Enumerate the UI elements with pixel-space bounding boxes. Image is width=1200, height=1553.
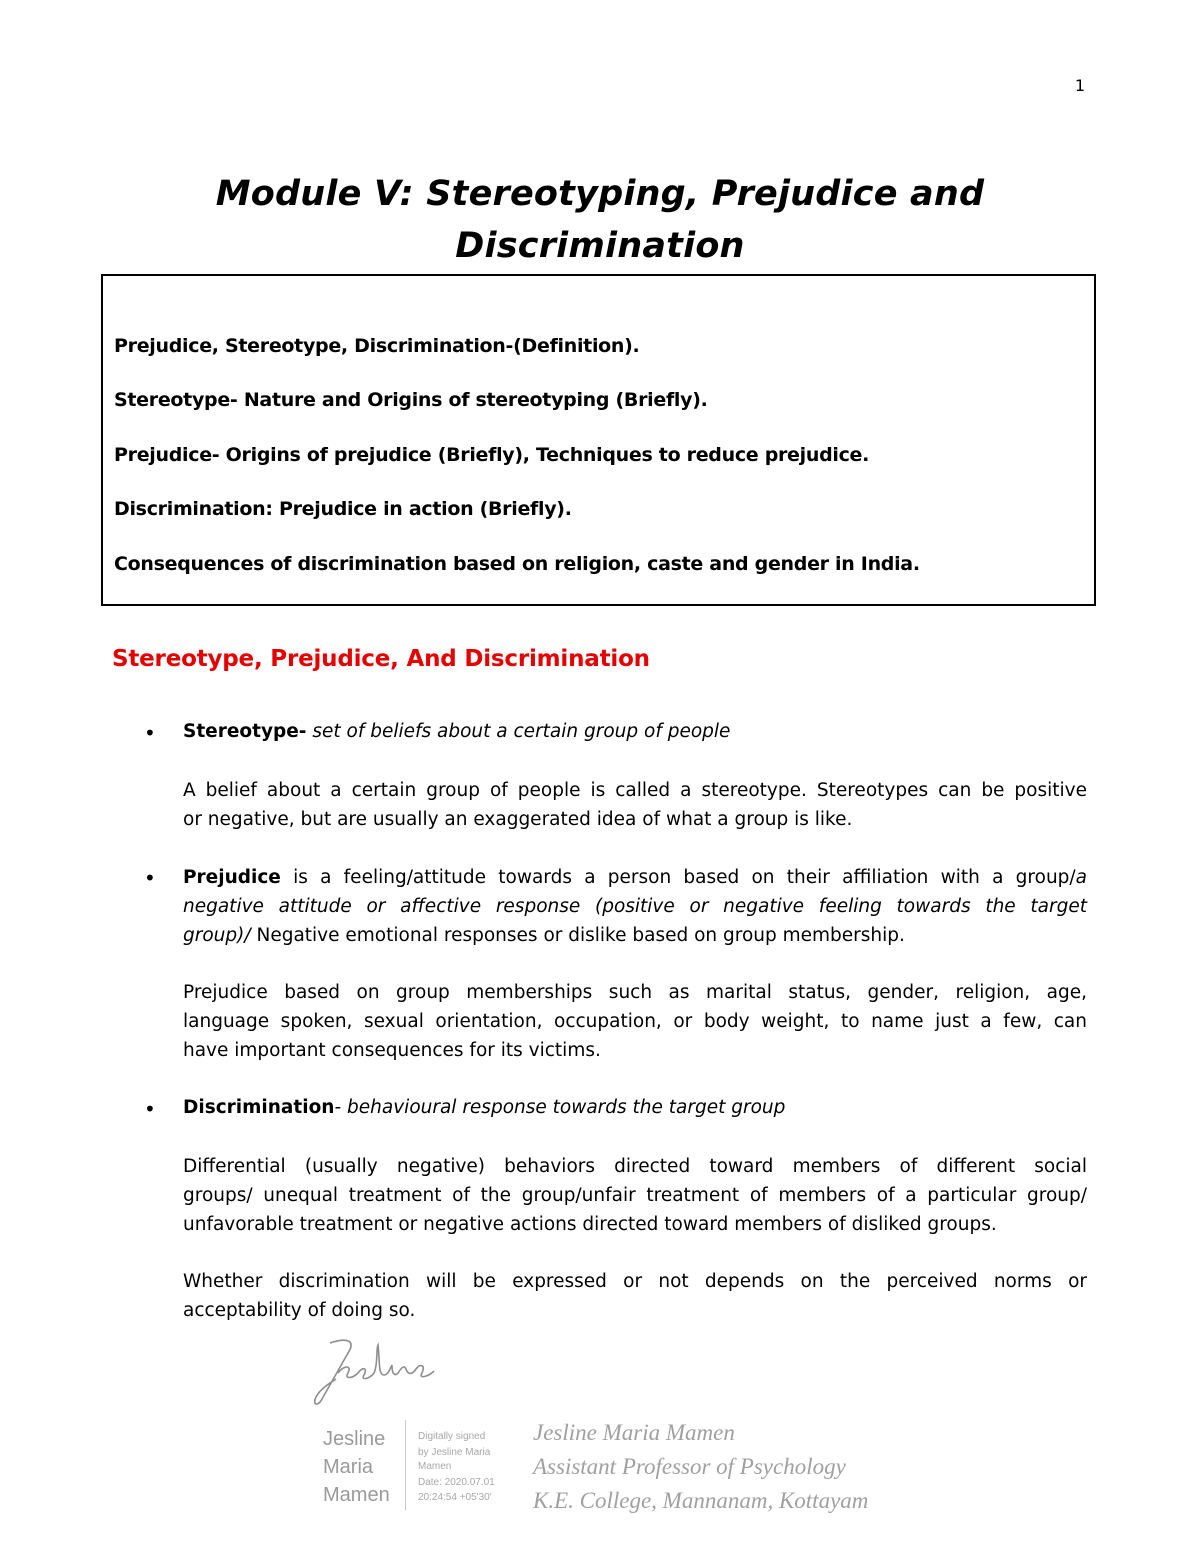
digital-signature — [300, 1335, 920, 1525]
paragraph-line: unfavorable treatment or negative actions directed toward members of disliked groups. — [183, 1214, 997, 1235]
module-outline-box — [101, 274, 1096, 606]
signer-name-line: Maria — [323, 1456, 374, 1478]
digital-sign-line: Date: 2020.07.01 — [418, 1477, 495, 1488]
digital-sign-line: Mamen — [418, 1461, 452, 1472]
signer-info-line: Jesline Maria Mamen — [533, 1420, 735, 1445]
digital-sign-line: 20:24:54 +05'30' — [418, 1492, 492, 1503]
prejudice-term: Prejudice — [183, 867, 281, 888]
signer-info-line: Assistant Professor of Psychology — [533, 1454, 846, 1479]
discrimination-definition-text: - behavioural response towards the target group — [334, 1097, 786, 1118]
prejudice-def-text: is a feeling/attitude towards a person based on their affiliation with a group/ — [280, 867, 1076, 888]
page-title — [100, 168, 1100, 272]
section-heading: Stereotype, Prejudice, And Discrimination — [112, 646, 650, 672]
signature-divider — [405, 1420, 406, 1510]
prejudice-paragraph — [183, 978, 1087, 1065]
prejudice-def-italic: group)/ — [183, 925, 251, 946]
stereotype-paragraph — [183, 776, 1087, 834]
paragraph-line: Whether discrimination will be expressed or not depends on the perceived norms or — [183, 1271, 1087, 1292]
stereotype-definition-text: set of beliefs about a certain group of people — [306, 721, 731, 742]
signer-name-line: Mamen — [323, 1484, 390, 1506]
discrimination-term: Discrimination — [183, 1097, 335, 1118]
paragraph-line: language spoken, sexual orientation, occupation, or body weight, to name just a few, can — [183, 1011, 1087, 1032]
handwritten-signature — [308, 1335, 448, 1415]
paragraph-line: A belief about a certain group of people is called a stereotype. Stereotypes can be positive — [183, 780, 1087, 801]
stereotype-definition — [183, 721, 730, 742]
prejudice-def-italic: a — [1075, 867, 1087, 888]
outline-item: Stereotype- Nature and Origins of stereotyping (Briefly). — [114, 389, 708, 411]
discrimination-paragraph — [183, 1152, 1087, 1239]
signer-info-line: K.E. College, Mannanam, Kottayam — [533, 1488, 869, 1513]
digital-sign-line: Digitally signed — [418, 1431, 486, 1442]
stereotype-term: Stereotype- — [183, 721, 307, 742]
outline-item: Prejudice- Origins of prejudice (Briefly), Techniques to reduce prejudice. — [114, 444, 870, 466]
discrimination-definition — [183, 1097, 785, 1118]
prejudice-def-italic: negative attitude or affective response (positive or negative feeling towards the target — [183, 896, 1087, 917]
bullet-icon: • — [144, 721, 156, 745]
paragraph-line: Prejudice based on group memberships such as marital status, gender, religion, age, — [183, 982, 1087, 1003]
paragraph-line — [183, 921, 1087, 950]
bullet-icon: • — [144, 1097, 156, 1121]
outline-item: Prejudice, Stereotype, Discrimination-(Definition). — [114, 335, 640, 357]
signer-name-line: Jesline — [323, 1428, 386, 1450]
paragraph-line: acceptability of doing so. — [183, 1300, 416, 1321]
paragraph-line — [183, 892, 1087, 921]
prejudice-def-text: Negative emotional responses or dislike based on group membership. — [250, 925, 905, 946]
discrimination-norms-paragraph — [183, 1267, 1087, 1325]
bullet-icon: • — [144, 866, 156, 890]
paragraph-line: have important consequences for its victims. — [183, 1040, 601, 1061]
outline-item: Consequences of discrimination based on religion, caste and gender in India. — [114, 553, 920, 575]
paragraph-line: or negative, but are usually an exaggerated idea of what a group is like. — [183, 809, 853, 830]
outline-item: Discrimination: Prejudice in action (Briefly). — [114, 498, 572, 520]
paragraph-line: groups/ unequal treatment of the group/unfair treatment of members of a particular group/ — [183, 1185, 1087, 1206]
paragraph-line: Differential (usually negative) behaviors directed toward members of different social — [183, 1156, 1087, 1177]
page-title-line-2: Discrimination — [455, 226, 745, 266]
prejudice-definition — [183, 863, 1087, 950]
page-title-line-1: Module V: Stereotyping, Prejudice and — [215, 174, 985, 214]
paragraph-line — [183, 863, 1087, 892]
page-number: 1 — [1074, 76, 1085, 95]
digital-sign-line: by Jesline Maria — [418, 1447, 491, 1458]
